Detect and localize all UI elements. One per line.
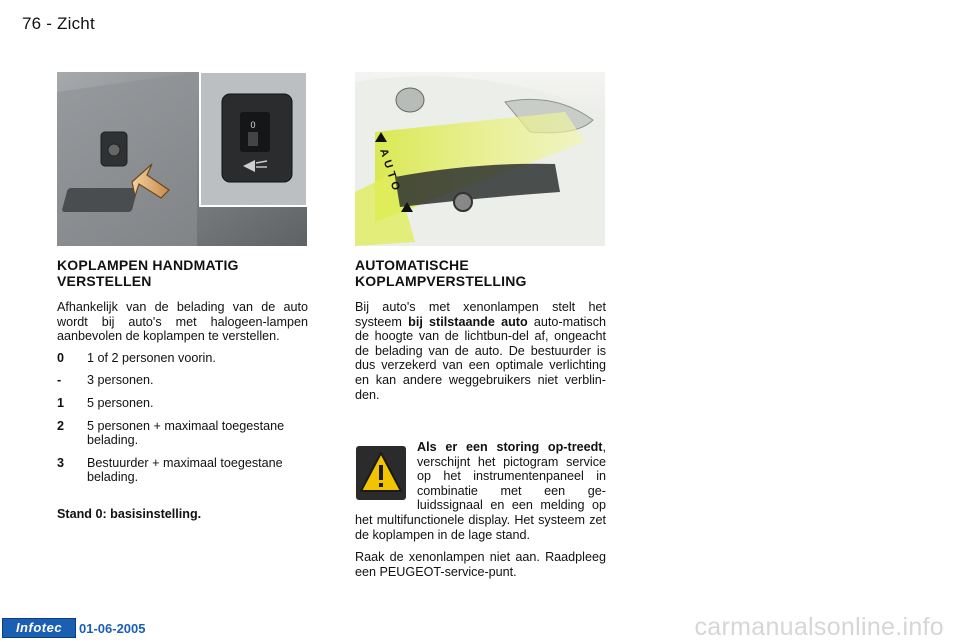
page-header	[22, 14, 95, 34]
header-separator: -	[41, 14, 58, 33]
load-positions-list	[57, 351, 308, 485]
warning-triangle-icon	[355, 445, 407, 501]
list-item: - 3 personen.	[57, 373, 154, 388]
switch-illustration	[57, 72, 307, 246]
manual-adjustment-section	[57, 258, 308, 522]
footer	[2, 618, 146, 638]
page-number: 76	[22, 14, 42, 33]
automatic-body: Bij auto's met xenonlampen stelt het systeem bij stilstaande auto auto-matisch de hoogte van de lichtbun-del af, ongeacht de belading van de auto. De bestuurder is dus verzekerd van een optimale verlichting en kan andere weggebruikers niet verblin-den.	[355, 300, 606, 402]
section-title: Zicht	[57, 14, 95, 33]
automatic-beam-photo	[355, 72, 605, 246]
watermark: carmanualsonline.info	[694, 613, 944, 641]
list-item: 2 5 personen + maximaal toegestane belading.	[57, 418, 285, 448]
list-item: 1 5 personen.	[57, 395, 154, 410]
list-item: 0 1 of 2 personen voorin.	[57, 350, 216, 365]
svg-text:AUTO: AUTO	[377, 147, 404, 196]
automatic-adjustment-section	[355, 258, 606, 409]
automatic-heading: AUTOMATISCHE KOPLAMPVERSTELLING	[355, 257, 527, 289]
manual-intro: Afhankelijk van de belading van de auto wordt bij auto's met halogeen-lampen aanbevolen de koplampen te verstellen.	[57, 300, 308, 344]
default-setting-note: Stand 0: basisinstelling.	[57, 506, 202, 521]
dial-label: 0	[250, 120, 256, 130]
fault-warning-block	[355, 440, 606, 587]
list-item: 3 Bestuurder + maximaal toegestane belading.	[57, 455, 283, 485]
service-advice: Raak de xenonlampen niet aan. Raadpleeg een PEUGEOT-service-punt.	[355, 550, 606, 579]
headlamp-adjust-switch-photo	[57, 72, 307, 246]
infotec-logo: Infotec	[2, 618, 76, 638]
car-illustration	[355, 72, 605, 246]
fault-text: Als er een storing op-treedt, verschijnt het pictogram service op het instrumentenpaneel in combinatie met een ge-luidssignaal en een melding op het multifunctionele display. Het systeem zet de koplampen in de lage stand.	[355, 440, 606, 542]
edition-date: 01-06-2005	[79, 620, 146, 636]
manual-heading: KOPLAMPEN HANDMATIG VERSTELLEN	[57, 257, 239, 289]
